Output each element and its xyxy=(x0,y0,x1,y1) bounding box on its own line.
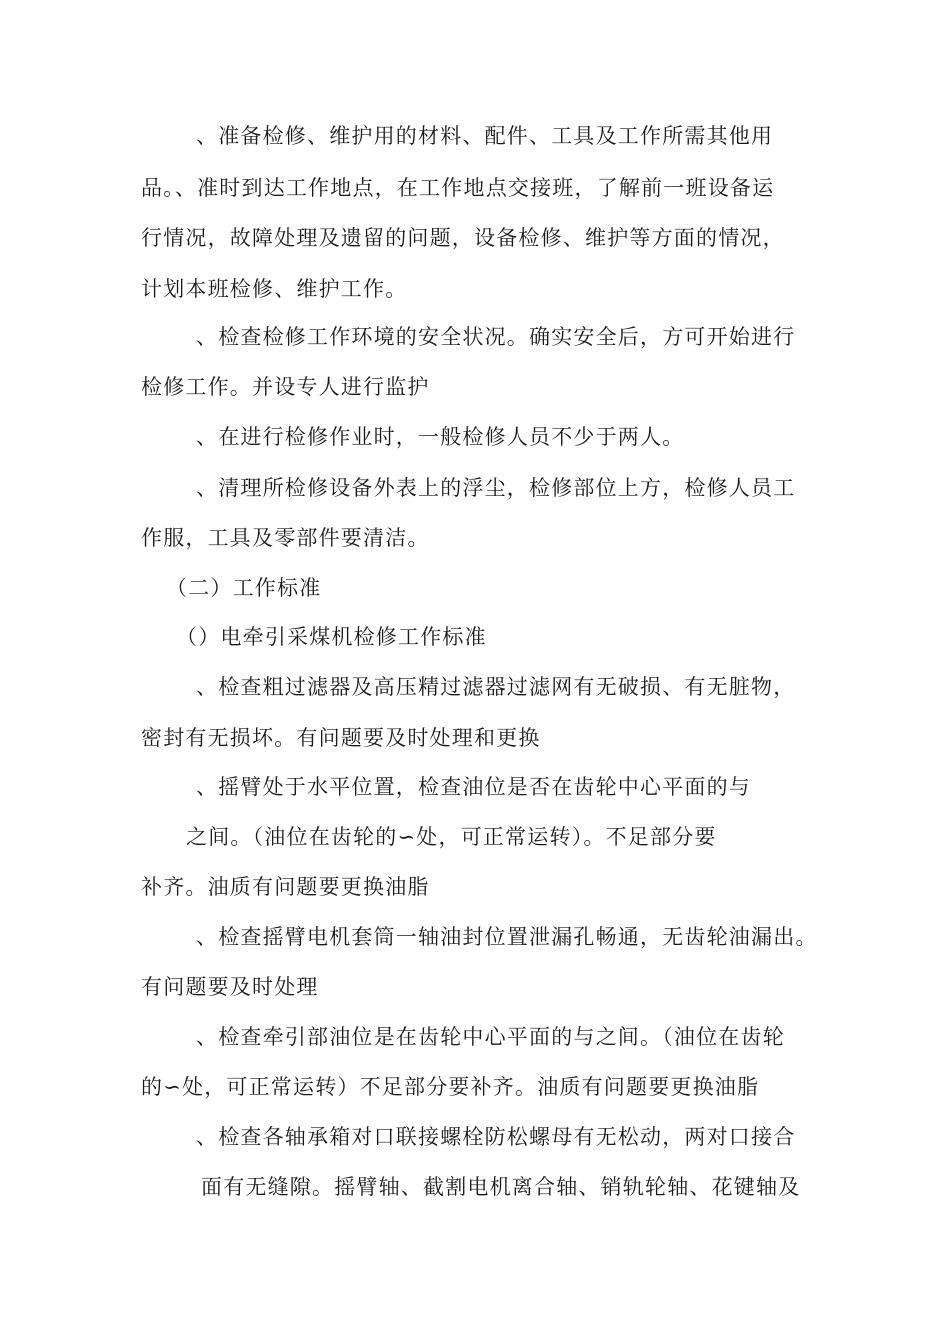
text-line-21: 、检查各轴承箱对口联接螺栓防松螺母有无松动，两对口接合 xyxy=(196,1125,796,1149)
text-line-5: 、检查检修工作环境的安全状况。确实安全后，方可开始进行 xyxy=(196,325,796,349)
text-line-20: 的∽处，可正常运转）不足部分要补齐。油质有问题要更换油脂 xyxy=(141,1075,760,1099)
text-line-2: 品。、准时到达工作地点，在工作地点交接班，了解前一班设备运 xyxy=(141,176,775,200)
text-line-14: 、摇臂处于水平位置，检查油位是否在齿轮中心平面的与 xyxy=(196,775,751,799)
text-line-16: 补齐。油质有问题要更换油脂 xyxy=(141,875,430,899)
text-line-4: 计划本班检修、维护工作。 xyxy=(141,277,408,301)
text-line-8: 、清理所检修设备外表上的浮尘，检修部位上方，检修人员工 xyxy=(196,476,796,500)
text-line-9: 作服，工具及零部件要清洁。 xyxy=(141,526,430,550)
text-line-17: 、检查摇臂电机套筒一轴油封位置泄漏孔畅通，无齿轮油漏出。 xyxy=(196,925,818,949)
text-line-1: 、准备检修、维护用的材料、配件、工具及工作所需其他用 xyxy=(196,124,774,148)
subsection-heading: （）电牵引采煤机检修工作标准 xyxy=(176,625,487,649)
text-line-12: 、检查粗过滤器及高压精过滤器过滤网有无破损、有无脏物， xyxy=(196,675,796,699)
text-line-15: 之间。（油位在齿轮的∽处，可正常运转）。不足部分要 xyxy=(186,825,717,849)
text-line-7: 、在进行检修作业时，一般检修人员不少于两人。 xyxy=(196,425,685,449)
text-line-3: 行情况，故障处理及遗留的问题，设备检修、维护等方面的情况， xyxy=(141,226,785,250)
section-heading: （二）工作标准 xyxy=(166,576,322,600)
text-line-19: 、检查牵引部油位是在齿轮中心平面的与之间。（油位在齿轮 xyxy=(196,1025,785,1049)
text-line-18: 有问题要及时处理 xyxy=(141,975,319,999)
text-line-6: 检修工作。并设专人进行监护 xyxy=(141,375,430,399)
text-line-22: 面有无缝隙。摇臂轴、截割电机离合轴、销轨轮轴、花键轴及 xyxy=(201,1175,801,1199)
text-line-13: 密封有无损坏。有问题要及时处理和更换 xyxy=(141,726,541,750)
